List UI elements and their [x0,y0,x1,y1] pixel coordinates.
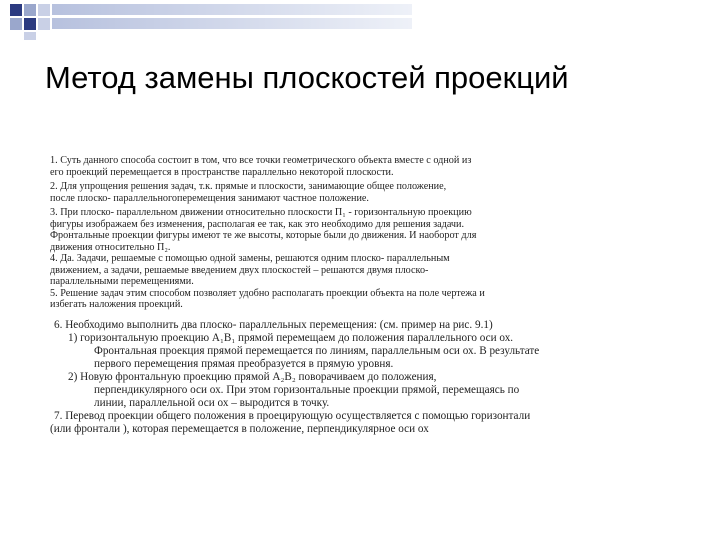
decor-square [24,32,36,40]
slide-title: Метод замены плоскостей проекций [45,60,569,95]
text-line: после плоско- параллельногоперемещения занимают частное положение. [50,192,369,204]
text-line: 4. Да. Задачи, решаемые с помощью одной замены, решаются одним плоско- параллельным [50,253,450,264]
text-line: фигуры изображаем без изменения, располагая ее так, как это необходимо для решения задачи. [50,218,465,230]
decor-square [10,4,22,16]
text-line: линии, параллельной оси ох – выродится в точку. [94,396,330,409]
scanned-text-block [50,155,670,436]
text-line: 5. Решение задач этим способом позволяет удобно располагать проекции объекта на поле чертежа и [50,287,485,299]
text-line: 1) горизонтальную проекцию А₁В₁ прямой перемещаем до положения параллельного оси ох. [68,331,514,344]
text-line: 2) Новую фронтальную проекцию прямой А₂В₂ поворачиваем до положения, [68,370,437,383]
text-line: Фронтальная проекция прямой перемещается по линиям, параллельным оси ох. В результате [94,344,540,357]
text-line: движения относительно П₂. [50,241,171,253]
text-line: Фронтальные проекции фигуры имеют те же высоты, которые были до движения. И наоборот для [50,230,477,241]
decor-square [10,18,22,30]
decor-bar [52,4,412,15]
text-line: 7. Перевод проекции общего положения в проецирующую осуществляется с помощью горизонтали [54,409,531,422]
text-line: параллельными перемещениями. [50,276,194,287]
text-line: 3. При плоско- параллельном движении относительно плоскости П₁ - горизонтальную проекцию [50,207,472,218]
text-line: перпендикулярного оси ох. При этом горизонтальные проекции прямой, перемещаясь по [94,383,520,396]
text-line: первого перемещения прямая преобразуется в прямую уровня. [94,357,394,370]
text-line: 2. Для упрощения решения задач, т.к. прямые и плоскости, занимающие общее положение, [50,181,447,192]
decor-bar [52,18,412,29]
text-line: 1. Суть данного способа состоит в том, что все точки геометрического объекта вместе с одной из [50,155,472,166]
corner-decoration [0,0,420,40]
text-line: 6. Необходимо выполнить два плоско- параллельных перемещения: (см. пример на рис. 9.1) [54,318,493,331]
decor-square [38,4,50,16]
decor-square [24,18,36,30]
decor-square [38,18,50,30]
text-line: (или фронтали ), которая перемещается в положение, перпендикулярное оси ох [50,422,429,435]
text-line: его проекций перемещается в пространстве параллельно некоторой плоскости. [50,166,394,178]
text-line: движением, а задачи, решаемые введением двух плоскостей – решаются двумя плоско- [50,264,429,276]
solution-steps [50,319,670,436]
decor-square [24,4,36,16]
text-line: избегать наложения проекций. [50,299,183,310]
